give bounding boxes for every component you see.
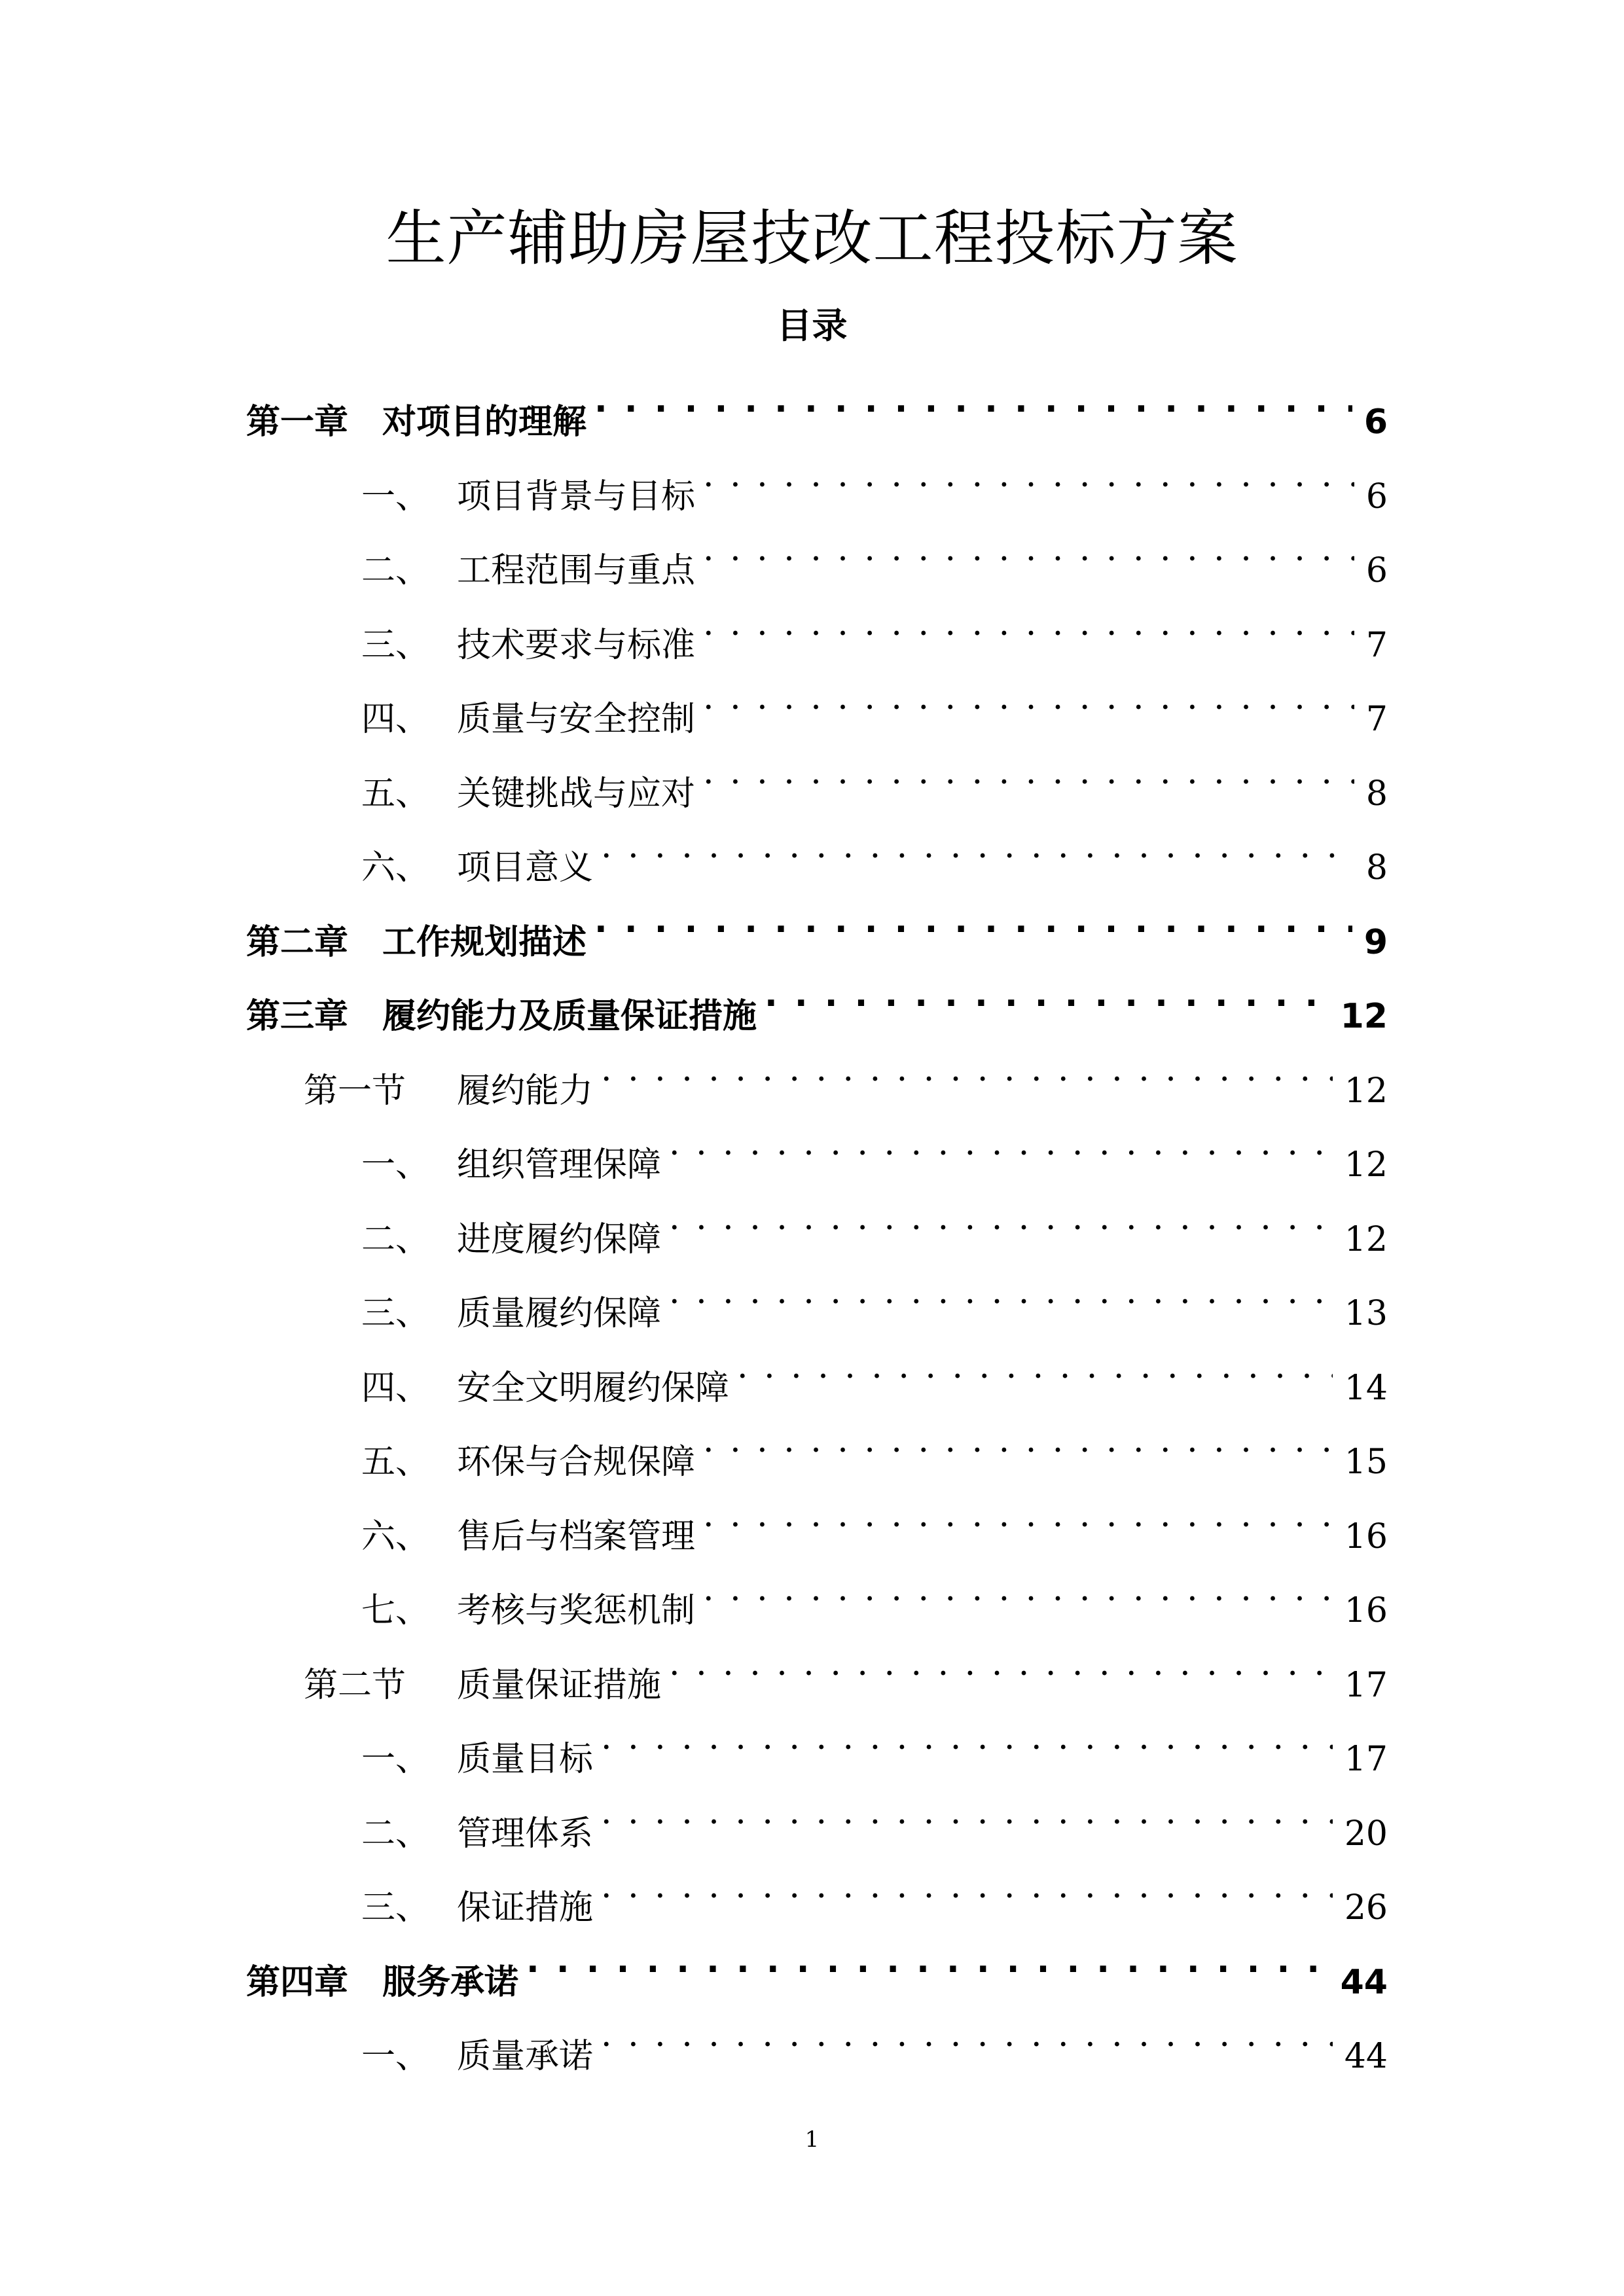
toc-entry-item[interactable] xyxy=(361,1780,1388,1854)
toc-entry-title: 安全文明履约保障 xyxy=(457,1369,730,1408)
toc-dot-leader xyxy=(526,1928,1329,1994)
toc-entry-number: 一、 xyxy=(361,1145,430,1185)
toc-entry-item[interactable] xyxy=(361,516,1388,590)
toc-dot-leader xyxy=(703,1556,1333,1622)
toc-entry-number: 六、 xyxy=(361,848,430,888)
toc-entry-page: 12 xyxy=(1344,1145,1388,1185)
toc-entry-title: 服务承诺 xyxy=(382,1963,519,2002)
toc-dot-leader xyxy=(703,665,1354,730)
toc-entry-title: 对项目的理解 xyxy=(382,403,587,442)
toc-dot-leader xyxy=(669,1111,1333,1176)
toc-entry-item[interactable] xyxy=(361,1185,1388,1259)
toc-entry-page: 12 xyxy=(1344,1220,1388,1259)
toc-dot-leader xyxy=(669,1185,1333,1251)
toc-entry-item[interactable] xyxy=(361,1705,1388,1779)
toc-entry-page: 44 xyxy=(1344,2037,1388,2076)
toc-entry-title: 质量与安全控制 xyxy=(457,700,696,739)
toc-entry-page: 17 xyxy=(1344,1666,1388,1705)
toc-dot-leader xyxy=(601,1854,1333,1919)
toc-entry-title: 保证措施 xyxy=(457,1888,594,1928)
toc-entry-page: 26 xyxy=(1344,1888,1388,1928)
toc-entry-number: 第四章 xyxy=(246,1963,349,2002)
toc-entry-item[interactable] xyxy=(361,1408,1388,1482)
toc-dot-leader xyxy=(601,1037,1333,1102)
toc-entry-item[interactable] xyxy=(361,1111,1388,1185)
toc-entry-page: 20 xyxy=(1344,1814,1388,1854)
toc-entry-title: 售后与档案管理 xyxy=(457,1517,696,1556)
toc-entry-page: 16 xyxy=(1344,1517,1388,1556)
toc-entry-number: 二、 xyxy=(361,551,430,590)
toc-dot-leader xyxy=(601,814,1354,879)
toc-entry-number: 三、 xyxy=(361,1294,430,1333)
page-number: 1 xyxy=(804,2126,820,2153)
toc-entry-title: 质量履约保障 xyxy=(457,1294,662,1333)
toc-entry-number: 七、 xyxy=(361,1591,430,1630)
toc-dot-leader xyxy=(594,368,1352,433)
toc-entry-number: 一、 xyxy=(361,477,430,516)
toc-entry-number: 一、 xyxy=(361,2037,430,2076)
toc-entry-page: 8 xyxy=(1365,848,1388,888)
toc-entry-item[interactable] xyxy=(361,2002,1388,2076)
toc-entry-item[interactable] xyxy=(361,665,1388,739)
toc-entry-page: 7 xyxy=(1365,700,1388,739)
toc-entry-page: 17 xyxy=(1344,1740,1388,1779)
toc-dot-leader xyxy=(703,591,1354,656)
toc-entry-title: 技术要求与标准 xyxy=(457,626,696,665)
toc-entry-number: 四、 xyxy=(361,700,430,739)
toc-entry-title: 质量承诺 xyxy=(457,2037,594,2076)
toc-entry-number: 第二章 xyxy=(246,923,349,962)
toc-entry-number: 第二节 xyxy=(304,1666,406,1705)
toc-entry-number: 二、 xyxy=(361,1814,430,1854)
toc-entry-item[interactable] xyxy=(361,814,1388,888)
toc-entry-number: 五、 xyxy=(361,1443,430,1482)
document-title: 生产辅助房屋技改工程投标方案 xyxy=(386,204,1238,274)
toc-entry-item[interactable] xyxy=(361,1334,1388,1408)
toc-entry-title: 履约能力及质量保证措施 xyxy=(382,997,757,1036)
toc-entry-item[interactable] xyxy=(361,740,1388,814)
toc-entry-page: 6 xyxy=(1365,551,1388,590)
toc-entry-number: 三、 xyxy=(361,1888,430,1928)
toc-entry-number: 五、 xyxy=(361,774,430,814)
toc-entry-title: 项目背景与目标 xyxy=(457,477,696,516)
toc-entry-item[interactable] xyxy=(361,1556,1388,1630)
toc-entry-title: 项目意义 xyxy=(457,848,594,888)
toc-entry-section[interactable] xyxy=(304,1631,1388,1705)
toc-entry-title: 进度履约保障 xyxy=(457,1220,662,1259)
toc-entry-title: 工作规划描述 xyxy=(382,923,587,962)
toc-entry-item[interactable] xyxy=(361,442,1388,516)
toc-entry-number: 第一章 xyxy=(246,403,349,442)
toc-entry-title: 环保与合规保障 xyxy=(457,1443,696,1482)
toc-entry-page: 6 xyxy=(1365,477,1388,516)
toc-entry-item[interactable] xyxy=(361,1854,1388,1928)
toc-entry-page: 13 xyxy=(1344,1294,1388,1333)
toc-entry-page: 16 xyxy=(1344,1591,1388,1630)
toc-entry-page: 12 xyxy=(1344,1071,1388,1111)
toc-entry-page: 15 xyxy=(1344,1443,1388,1482)
toc-entry-page: 12 xyxy=(1340,997,1388,1036)
toc-entry-number: 一、 xyxy=(361,1740,430,1779)
toc-entry-number: 第一节 xyxy=(304,1071,406,1111)
toc-entry-page: 6 xyxy=(1363,403,1388,442)
toc-entry-title: 工程范围与重点 xyxy=(457,551,696,590)
toc-dot-leader xyxy=(601,1780,1333,1845)
toc-entry-title: 管理体系 xyxy=(457,1814,594,1854)
toc-entry-title: 履约能力 xyxy=(457,1071,594,1111)
toc-entry-chapter[interactable] xyxy=(246,962,1388,1036)
toc-dot-leader xyxy=(601,1705,1333,1770)
toc-dot-leader xyxy=(703,1408,1333,1473)
toc-entry-page: 14 xyxy=(1344,1369,1388,1408)
toc-entry-page: 9 xyxy=(1363,923,1388,962)
toc-entry-item[interactable] xyxy=(361,1259,1388,1333)
toc-entry-title: 组织管理保障 xyxy=(457,1145,662,1185)
toc-entry-title: 质量目标 xyxy=(457,1740,594,1779)
toc-dot-leader xyxy=(703,442,1354,508)
toc-entry-page: 8 xyxy=(1365,774,1388,814)
toc-entry-number: 第三章 xyxy=(246,997,349,1036)
toc-dot-leader xyxy=(737,1334,1333,1399)
toc-entry-page: 7 xyxy=(1365,626,1388,665)
toc-entry-page: 44 xyxy=(1340,1963,1388,2002)
toc-heading: 目录 xyxy=(776,305,848,346)
toc-entry-title: 关键挑战与应对 xyxy=(457,774,696,814)
toc-dot-leader xyxy=(594,888,1352,954)
toc-entry-title: 考核与奖惩机制 xyxy=(457,1591,696,1630)
toc-entry-chapter[interactable] xyxy=(246,888,1388,962)
toc-entry-number: 四、 xyxy=(361,1369,430,1408)
toc-entry-number: 二、 xyxy=(361,1220,430,1259)
toc-entry-number: 六、 xyxy=(361,1517,430,1556)
toc-entry-chapter[interactable] xyxy=(246,368,1388,442)
toc-dot-leader xyxy=(703,516,1354,582)
toc-entry-number: 三、 xyxy=(361,626,430,665)
toc-entry-title: 质量保证措施 xyxy=(457,1666,662,1705)
toc-entry-item[interactable] xyxy=(361,591,1388,665)
toc-dot-leader xyxy=(703,1482,1333,1548)
toc-entry-chapter[interactable] xyxy=(246,1928,1388,2002)
toc-dot-leader xyxy=(669,1631,1333,1696)
toc-dot-leader xyxy=(601,2002,1333,2068)
toc-entry-section[interactable] xyxy=(304,1037,1388,1111)
toc-dot-leader xyxy=(765,962,1329,1028)
toc-dot-leader xyxy=(703,740,1354,805)
toc-dot-leader xyxy=(669,1259,1333,1325)
toc-entry-item[interactable] xyxy=(361,1482,1388,1556)
